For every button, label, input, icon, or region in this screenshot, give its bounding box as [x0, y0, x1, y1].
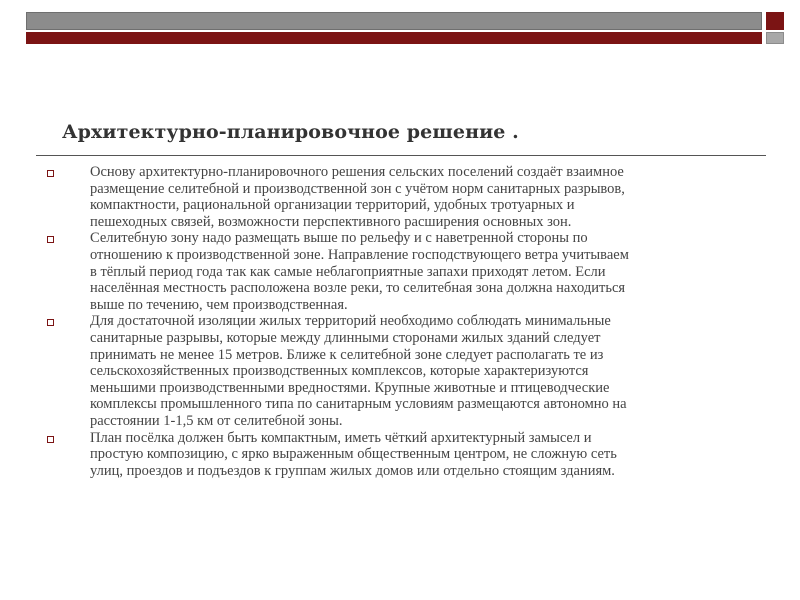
slide-title: Архитектурно-планировочное решение .	[62, 121, 519, 143]
bullet-text: Селитебную зону надо размещать выше по рельефу и с наветренной стороны по отношению к производственной зоне. Направление господствующего ветра учитываем в тёплый период года так как самые неблагоприятные запахи приходят летом. Если населённая местность расположена возле реки, то селитебная зона должна находиться выше по течению, чем производственная.	[90, 230, 629, 313]
bullet-text: План посёлка должен быть компактным, иметь чёткий архитектурный замысел и простую композицию, с ярко выраженным общественным центром, не сложную сеть улиц, проездов и подъездов к группам жилых домов или отдельно стоящим зданиям.	[90, 429, 617, 479]
bullet-list	[44, 164, 764, 479]
square-bullet-icon	[47, 319, 54, 326]
header-corner-square-light	[766, 32, 784, 44]
square-bullet-icon	[47, 236, 54, 243]
bullet-item	[44, 230, 764, 313]
bullet-item	[44, 164, 764, 230]
bullet-item	[44, 313, 764, 429]
title-divider	[36, 155, 766, 156]
bullet-text: Для достаточной изоляции жилых территорий необходимо соблюдать минимальные санитарные разрывы, которые между длинными сторонами жилых зданий следует принимать не менее 15 метров. Ближе к селитебной зоне следует располагать те из сельскохозяйственных производственных комплексов, которые характеризуются меньшими производственными вредностями. Крупные животные и птицеводческие комплексы промышленного типа по санитарным условиям размещаются автономно на расстоянии 1-1,5 км от селитебной зоны.	[90, 313, 627, 429]
header-corner-square-dark	[766, 12, 784, 30]
square-bullet-icon	[47, 170, 54, 177]
header-gray-bar	[26, 12, 762, 30]
bullet-text: Основу архитектурно-планировочного решения сельских поселений создаёт взаимное размещение селитебной и производственной зон с учётом норм санитарных разрывов, компактности, рациональной организации территорий, удобных тротуарных и пешеходных связей, возможности перспективного расширения основных зон.	[90, 164, 625, 230]
square-bullet-icon	[47, 436, 54, 443]
header-red-bar	[26, 32, 762, 44]
bullet-item	[44, 430, 764, 480]
